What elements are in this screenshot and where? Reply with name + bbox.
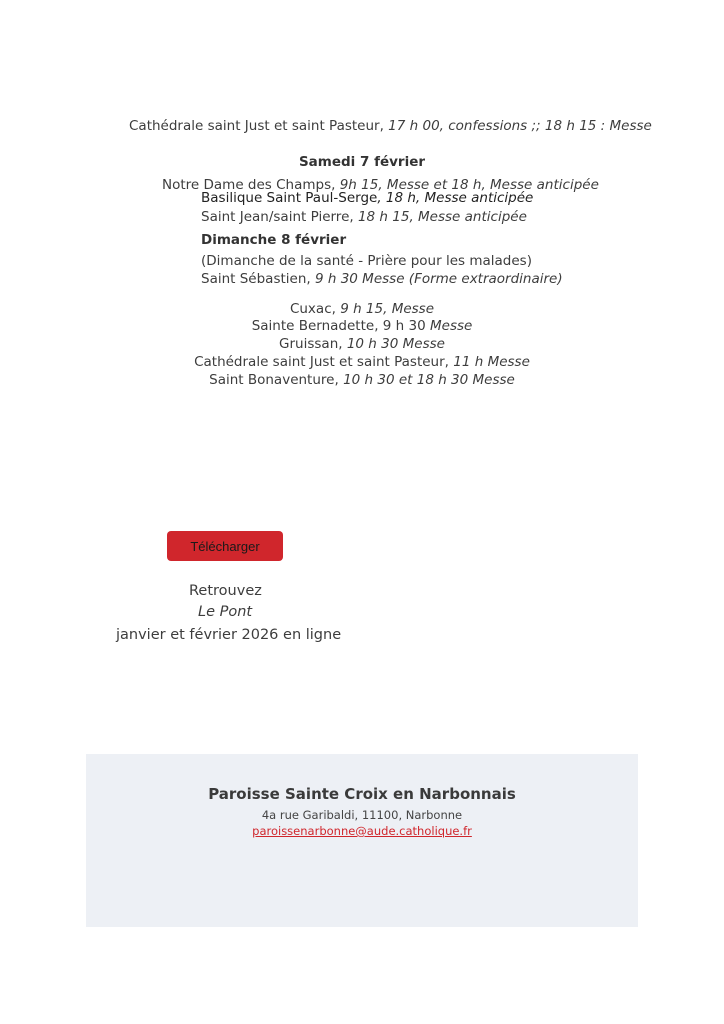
place-name: Cathédrale saint Just et saint Pasteur, bbox=[129, 118, 389, 134]
service-detail: 10 h 30 Messe bbox=[346, 336, 445, 352]
place-name: Gruissan, bbox=[279, 336, 347, 352]
place-name: Notre Dame des Champs, bbox=[162, 177, 340, 193]
samedi-heading: Samedi 7 février bbox=[298, 154, 426, 170]
schedule-line-basilique bbox=[201, 189, 533, 207]
service-detail: 18 h 15, Messe anticipée bbox=[357, 209, 527, 225]
place-name: Sainte Bernadette, 9 h 30 bbox=[251, 318, 430, 334]
schedule-line-cuxac bbox=[0, 300, 724, 318]
service-detail: 17 h 00, confessions ;; 18 h 15 : Messe bbox=[388, 118, 652, 134]
schedule-line-cathedrale-saturday bbox=[129, 117, 652, 135]
place-name: Saint Jean/saint Pierre, bbox=[201, 209, 358, 225]
service-detail: 10 h 30 et 18 h 30 Messe bbox=[343, 372, 515, 388]
place-name: Cathédrale saint Just et saint Pasteur, bbox=[194, 354, 454, 370]
schedule-line-bonaventure bbox=[0, 371, 724, 389]
dimanche-note: (Dimanche de la santé - Prière pour les malades) bbox=[201, 253, 532, 269]
publication-name: Le Pont bbox=[198, 604, 253, 620]
parish-name: Paroisse Sainte Croix en Narbonnais bbox=[208, 785, 516, 803]
place-name: Saint Sébastien, bbox=[201, 271, 315, 287]
retrouvez-text: Retrouvez bbox=[189, 583, 262, 599]
footer-panel bbox=[86, 754, 638, 927]
place-name: Cuxac, bbox=[289, 301, 341, 317]
parish-address: 4a rue Garibaldi, 11100, Narbonne bbox=[261, 808, 463, 822]
download-button[interactable]: Télécharger bbox=[167, 531, 283, 561]
service-detail: 9 h 30 Messe (Forme extraordinaire) bbox=[314, 271, 563, 287]
schedule-line-gruissan bbox=[0, 335, 724, 353]
place-name: Saint Bonaventure, bbox=[209, 372, 344, 388]
service-detail: 9 h 15, Messe bbox=[340, 301, 435, 317]
schedule-line-sebastien bbox=[201, 270, 563, 288]
schedule-line-cathedrale-sunday bbox=[0, 353, 724, 371]
service-detail: , 18 h, Messe anticipée bbox=[377, 190, 534, 206]
schedule-line-bernadette bbox=[0, 317, 724, 335]
place-name: Basilique Saint Paul-Serge bbox=[201, 190, 378, 206]
parish-email-link[interactable]: paroissenarbonne@aude.catholique.fr bbox=[252, 824, 472, 838]
service-detail: Messe bbox=[429, 318, 473, 334]
service-detail: 11 h Messe bbox=[453, 354, 530, 370]
service-detail: 9h 15, Messe et 18 h, Messe anticipée bbox=[339, 177, 599, 193]
dimanche-heading: Dimanche 8 février bbox=[201, 232, 347, 248]
publication-period: janvier et février 2026 en ligne bbox=[116, 627, 342, 643]
schedule-line-saint-jean bbox=[201, 208, 527, 226]
